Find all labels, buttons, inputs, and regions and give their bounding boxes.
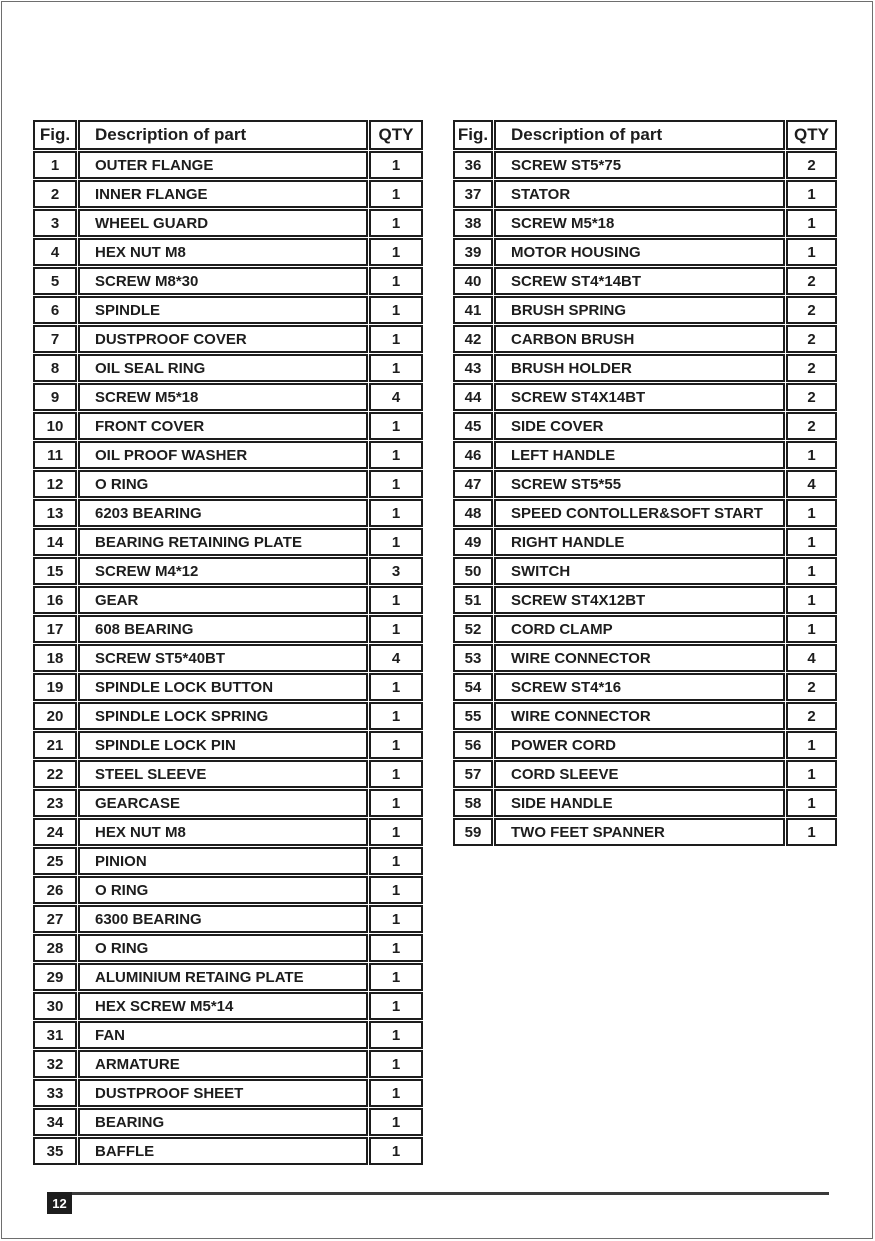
table-row	[33, 702, 423, 730]
qty-cell: 2	[786, 267, 837, 295]
fig-cell: 35	[33, 1137, 77, 1165]
table-row	[33, 992, 423, 1020]
description-cell: GEAR	[78, 586, 368, 614]
table-row	[33, 1137, 423, 1165]
qty-cell: 1	[369, 847, 423, 875]
fig-cell: 4	[33, 238, 77, 266]
description-cell: WIRE CONNECTOR	[494, 644, 785, 672]
qty-cell: 1	[369, 789, 423, 817]
fig-cell: 46	[453, 441, 493, 469]
table-row	[33, 557, 423, 585]
table-row	[33, 354, 423, 382]
fig-cell: 19	[33, 673, 77, 701]
table-row	[33, 238, 423, 266]
description-cell: DUSTPROOF COVER	[78, 325, 368, 353]
table-row	[33, 528, 423, 556]
description-cell: SCREW ST5*75	[494, 151, 785, 179]
qty-cell: 1	[786, 731, 837, 759]
table-row	[33, 441, 423, 469]
fig-cell: 47	[453, 470, 493, 498]
footer-rule	[47, 1192, 829, 1195]
description-cell: O RING	[78, 934, 368, 962]
table-row	[33, 847, 423, 875]
description-cell: SCREW M8*30	[78, 267, 368, 295]
table-row	[33, 383, 423, 411]
table-row	[33, 905, 423, 933]
qty-cell: 1	[369, 673, 423, 701]
qty-cell: 2	[786, 383, 837, 411]
fig-cell: 37	[453, 180, 493, 208]
table-row	[453, 528, 837, 556]
col-header-description: Description of part	[494, 120, 785, 150]
table-row	[33, 615, 423, 643]
table-row	[453, 818, 837, 846]
description-cell: PINION	[78, 847, 368, 875]
fig-cell: 39	[453, 238, 493, 266]
qty-cell: 1	[369, 412, 423, 440]
description-cell: SIDE HANDLE	[494, 789, 785, 817]
description-cell: ARMATURE	[78, 1050, 368, 1078]
fig-cell: 42	[453, 325, 493, 353]
fig-cell: 41	[453, 296, 493, 324]
qty-cell: 1	[369, 905, 423, 933]
qty-cell: 1	[369, 209, 423, 237]
fig-cell: 36	[453, 151, 493, 179]
description-cell: SPINDLE LOCK PIN	[78, 731, 368, 759]
table-row	[453, 760, 837, 788]
table-row	[33, 1021, 423, 1049]
table-row	[33, 760, 423, 788]
table-row	[33, 586, 423, 614]
qty-cell: 1	[369, 151, 423, 179]
fig-cell: 7	[33, 325, 77, 353]
table-row	[33, 876, 423, 904]
fig-cell: 2	[33, 180, 77, 208]
qty-cell: 1	[369, 615, 423, 643]
table-row	[453, 731, 837, 759]
qty-cell: 4	[369, 383, 423, 411]
table-row	[33, 1108, 423, 1136]
qty-cell: 1	[786, 557, 837, 585]
qty-cell: 1	[369, 528, 423, 556]
description-cell: HEX SCREW M5*14	[78, 992, 368, 1020]
qty-cell: 1	[786, 789, 837, 817]
table-row	[453, 441, 837, 469]
fig-cell: 29	[33, 963, 77, 991]
description-cell: CARBON BRUSH	[494, 325, 785, 353]
table-row	[33, 470, 423, 498]
description-cell: RIGHT HANDLE	[494, 528, 785, 556]
fig-cell: 11	[33, 441, 77, 469]
fig-cell: 58	[453, 789, 493, 817]
description-cell: BEARING	[78, 1108, 368, 1136]
description-cell: SWITCH	[494, 557, 785, 585]
table-row	[33, 499, 423, 527]
fig-cell: 52	[453, 615, 493, 643]
fig-cell: 30	[33, 992, 77, 1020]
fig-cell: 10	[33, 412, 77, 440]
description-cell: 6300 BEARING	[78, 905, 368, 933]
qty-cell: 1	[369, 731, 423, 759]
fig-cell: 50	[453, 557, 493, 585]
description-cell: SPEED CONTOLLER&SOFT START	[494, 499, 785, 527]
table-row	[33, 267, 423, 295]
fig-cell: 17	[33, 615, 77, 643]
description-cell: OIL SEAL RING	[78, 354, 368, 382]
fig-cell: 38	[453, 209, 493, 237]
description-cell: SPINDLE LOCK SPRING	[78, 702, 368, 730]
qty-cell: 1	[786, 499, 837, 527]
table-row	[453, 586, 837, 614]
fig-cell: 32	[33, 1050, 77, 1078]
qty-cell: 2	[786, 325, 837, 353]
table-row	[33, 1050, 423, 1078]
fig-cell: 28	[33, 934, 77, 962]
table-row	[453, 789, 837, 817]
table-row	[33, 325, 423, 353]
qty-cell: 1	[369, 992, 423, 1020]
qty-cell: 2	[786, 673, 837, 701]
table-row	[453, 209, 837, 237]
description-cell: STATOR	[494, 180, 785, 208]
table-row	[33, 180, 423, 208]
qty-cell: 1	[369, 238, 423, 266]
qty-cell: 1	[786, 760, 837, 788]
fig-cell: 13	[33, 499, 77, 527]
table-row	[453, 702, 837, 730]
fig-cell: 24	[33, 818, 77, 846]
qty-cell: 1	[369, 325, 423, 353]
fig-cell: 51	[453, 586, 493, 614]
qty-cell: 1	[786, 586, 837, 614]
table-row	[453, 296, 837, 324]
description-cell: GEARCASE	[78, 789, 368, 817]
qty-cell: 2	[786, 354, 837, 382]
qty-cell: 1	[369, 354, 423, 382]
fig-cell: 55	[453, 702, 493, 730]
table-row	[33, 644, 423, 672]
qty-cell: 4	[786, 470, 837, 498]
qty-cell: 1	[369, 296, 423, 324]
description-cell: SCREW M5*18	[78, 383, 368, 411]
description-cell: SCREW M5*18	[494, 209, 785, 237]
qty-cell: 1	[369, 1079, 423, 1107]
fig-cell: 43	[453, 354, 493, 382]
description-cell: SCREW ST4X14BT	[494, 383, 785, 411]
table-row	[453, 673, 837, 701]
description-cell: HEX NUT M8	[78, 818, 368, 846]
table-row	[453, 325, 837, 353]
description-cell: HEX NUT M8	[78, 238, 368, 266]
parts-table-left	[32, 119, 424, 1166]
fig-cell: 40	[453, 267, 493, 295]
qty-cell: 1	[786, 238, 837, 266]
fig-cell: 45	[453, 412, 493, 440]
table-header-row	[33, 120, 423, 150]
fig-cell: 31	[33, 1021, 77, 1049]
description-cell: OIL PROOF WASHER	[78, 441, 368, 469]
qty-cell: 1	[369, 1137, 423, 1165]
description-cell: WIRE CONNECTOR	[494, 702, 785, 730]
table-row	[33, 151, 423, 179]
fig-cell: 16	[33, 586, 77, 614]
description-cell: 6203 BEARING	[78, 499, 368, 527]
fig-cell: 22	[33, 760, 77, 788]
table-row	[33, 731, 423, 759]
description-cell: DUSTPROOF SHEET	[78, 1079, 368, 1107]
qty-cell: 1	[786, 441, 837, 469]
col-header-qty: QTY	[786, 120, 837, 150]
col-header-description: Description of part	[78, 120, 368, 150]
description-cell: SCREW ST5*40BT	[78, 644, 368, 672]
description-cell: SIDE COVER	[494, 412, 785, 440]
fig-cell: 54	[453, 673, 493, 701]
qty-cell: 2	[786, 702, 837, 730]
description-cell: BRUSH HOLDER	[494, 354, 785, 382]
fig-cell: 6	[33, 296, 77, 324]
table-row	[453, 470, 837, 498]
fig-cell: 49	[453, 528, 493, 556]
description-cell: O RING	[78, 470, 368, 498]
table-row	[453, 412, 837, 440]
qty-cell: 1	[369, 934, 423, 962]
table-row	[453, 615, 837, 643]
fig-cell: 44	[453, 383, 493, 411]
description-cell: SCREW M4*12	[78, 557, 368, 585]
fig-cell: 18	[33, 644, 77, 672]
fig-cell: 23	[33, 789, 77, 817]
table-row	[33, 963, 423, 991]
table-row	[33, 673, 423, 701]
col-header-fig: Fig.	[33, 120, 77, 150]
description-cell: SCREW ST5*55	[494, 470, 785, 498]
fig-cell: 56	[453, 731, 493, 759]
qty-cell: 2	[786, 151, 837, 179]
qty-cell: 2	[786, 412, 837, 440]
qty-cell: 1	[369, 760, 423, 788]
table-row	[453, 557, 837, 585]
table-row	[33, 296, 423, 324]
table-row	[453, 499, 837, 527]
table-row	[33, 818, 423, 846]
qty-cell: 1	[786, 528, 837, 556]
qty-cell: 1	[369, 1050, 423, 1078]
fig-cell: 20	[33, 702, 77, 730]
description-cell: 608 BEARING	[78, 615, 368, 643]
fig-cell: 57	[453, 760, 493, 788]
col-header-qty: QTY	[369, 120, 423, 150]
fig-cell: 27	[33, 905, 77, 933]
parts-table-right	[452, 119, 838, 847]
table-row	[33, 789, 423, 817]
fig-cell: 15	[33, 557, 77, 585]
description-cell: FAN	[78, 1021, 368, 1049]
description-cell: LEFT HANDLE	[494, 441, 785, 469]
fig-cell: 12	[33, 470, 77, 498]
qty-cell: 1	[369, 441, 423, 469]
qty-cell: 1	[369, 470, 423, 498]
description-cell: BAFFLE	[78, 1137, 368, 1165]
table-row	[453, 180, 837, 208]
qty-cell: 1	[786, 209, 837, 237]
fig-cell: 26	[33, 876, 77, 904]
qty-cell: 4	[369, 644, 423, 672]
qty-cell: 1	[786, 818, 837, 846]
table-header-row	[453, 120, 837, 150]
description-cell: POWER CORD	[494, 731, 785, 759]
qty-cell: 1	[369, 499, 423, 527]
table-row	[33, 1079, 423, 1107]
fig-cell: 59	[453, 818, 493, 846]
description-cell: OUTER FLANGE	[78, 151, 368, 179]
qty-cell: 1	[369, 586, 423, 614]
fig-cell: 5	[33, 267, 77, 295]
table-row	[33, 934, 423, 962]
qty-cell: 1	[786, 180, 837, 208]
description-cell: INNER FLANGE	[78, 180, 368, 208]
qty-cell: 1	[369, 876, 423, 904]
description-cell: O RING	[78, 876, 368, 904]
fig-cell: 1	[33, 151, 77, 179]
fig-cell: 14	[33, 528, 77, 556]
description-cell: MOTOR HOUSING	[494, 238, 785, 266]
qty-cell: 1	[369, 702, 423, 730]
table-row	[33, 209, 423, 237]
description-cell: STEEL SLEEVE	[78, 760, 368, 788]
col-header-fig: Fig.	[453, 120, 493, 150]
description-cell: FRONT COVER	[78, 412, 368, 440]
description-cell: CORD CLAMP	[494, 615, 785, 643]
fig-cell: 34	[33, 1108, 77, 1136]
table-row	[453, 267, 837, 295]
qty-cell: 1	[369, 963, 423, 991]
description-cell: SPINDLE LOCK BUTTON	[78, 673, 368, 701]
description-cell: BRUSH SPRING	[494, 296, 785, 324]
description-cell: SCREW ST4X12BT	[494, 586, 785, 614]
description-cell: SPINDLE	[78, 296, 368, 324]
description-cell: TWO FEET SPANNER	[494, 818, 785, 846]
fig-cell: 21	[33, 731, 77, 759]
qty-cell: 1	[369, 1108, 423, 1136]
description-cell: BEARING RETAINING PLATE	[78, 528, 368, 556]
description-cell: CORD SLEEVE	[494, 760, 785, 788]
description-cell: SCREW ST4*16	[494, 673, 785, 701]
fig-cell: 33	[33, 1079, 77, 1107]
fig-cell: 48	[453, 499, 493, 527]
qty-cell: 1	[369, 818, 423, 846]
table-row	[453, 354, 837, 382]
qty-cell: 4	[786, 644, 837, 672]
table-row	[453, 151, 837, 179]
table-row	[453, 238, 837, 266]
qty-cell: 3	[369, 557, 423, 585]
fig-cell: 3	[33, 209, 77, 237]
qty-cell: 1	[369, 180, 423, 208]
table-row	[33, 412, 423, 440]
qty-cell: 1	[369, 1021, 423, 1049]
fig-cell: 53	[453, 644, 493, 672]
description-cell: ALUMINIUM RETAING PLATE	[78, 963, 368, 991]
description-cell: WHEEL GUARD	[78, 209, 368, 237]
fig-cell: 8	[33, 354, 77, 382]
qty-cell: 1	[786, 615, 837, 643]
fig-cell: 9	[33, 383, 77, 411]
qty-cell: 2	[786, 296, 837, 324]
table-row	[453, 383, 837, 411]
description-cell: SCREW ST4*14BT	[494, 267, 785, 295]
page-number-badge: 12	[47, 1192, 72, 1214]
qty-cell: 1	[369, 267, 423, 295]
table-row	[453, 644, 837, 672]
fig-cell: 25	[33, 847, 77, 875]
